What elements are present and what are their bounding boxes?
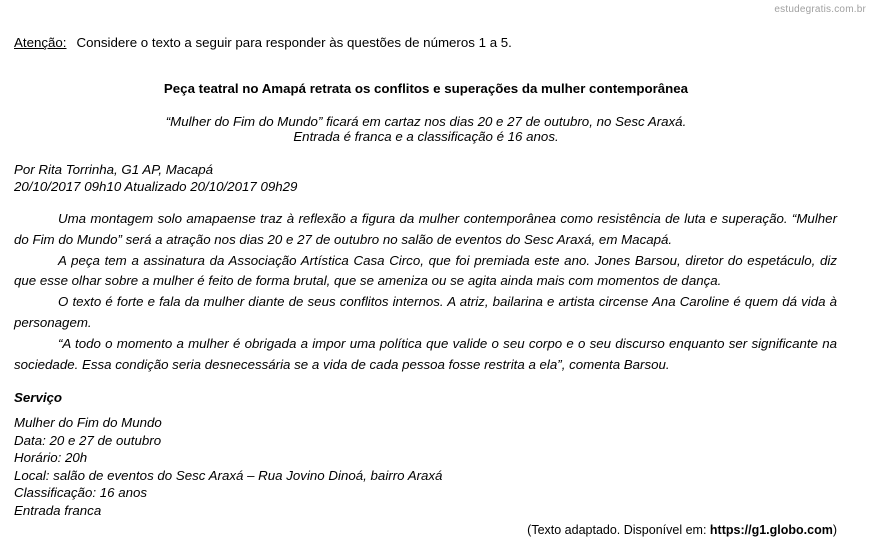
attention-text: Considere o texto a seguir para responder às questões de números 1 a 5. <box>76 35 512 50</box>
servico-line: Entrada franca <box>14 502 102 518</box>
paragraph-3: O texto é forte e fala da mulher diante de seus conflitos internos. A atriz, bailarina e artista circense Ana Caroline é quem dá vida à personagem. <box>14 294 837 330</box>
servico-heading: Serviço <box>14 390 63 405</box>
article-body <box>14 209 837 375</box>
site-watermark: estudegratis.com.br <box>774 4 866 15</box>
article-byline <box>14 161 297 195</box>
servico-line: Data: 20 e 27 de outubro <box>14 432 162 448</box>
source-prefix: (Texto adaptado. Disponível em: <box>527 523 710 537</box>
source-suffix: ) <box>832 523 837 537</box>
source-link[interactable]: https://g1.globo.com <box>709 523 833 537</box>
article-title: Peça teatral no Amapá retrata os conflitos e superações da mulher contemporânea <box>163 81 689 96</box>
paragraph-4: “A todo o momento a mulher é obrigada a impor uma política que valide o seu corpo e o seu discurso enquanto ser significante na sociedade. Essa condição seria desnecessária se a vida de cada pessoa fosse restrita a ela”, comenta Barsou. <box>14 335 837 372</box>
source-citation <box>527 523 837 537</box>
paragraph-2: A peça tem a assinatura da Associação Artística Casa Circo, que foi premiada este ano. Jones Barsou, diretor do espetáculo, diz que esse olhar sobre a mulher é feito de forma brutal, que se ameniza ou se agita ainda mais com momentos de dança. <box>14 252 837 289</box>
subtitle-line-1: “Mulher do Fim do Mundo” ficará em cartaz nos dias 20 e 27 de outubro, no Sesc Araxá. <box>165 114 687 129</box>
servico-line: Local: salão de eventos do Sesc Araxá – Rua Jovino Dinoá, bairro Araxá <box>14 467 443 483</box>
byline-date: 20/10/2017 09h10 Atualizado 20/10/2017 09h29 <box>14 179 298 194</box>
paragraph-1: Uma montagem solo amapaense traz à reflexão a figura da mulher contemporânea como resistência de luta e superação. “Mulher do Fim do Mundo” será a atração nos dias 20 e 27 de outubro no salão de eventos do Sesc Araxá, em Macapá. <box>14 211 837 247</box>
servico-line: Horário: 20h <box>14 450 88 466</box>
byline-author: Por Rita Torrinha, G1 AP, Macapá <box>14 162 214 177</box>
subtitle-line-2: Entrada é franca e a classificação é 16 anos. <box>293 129 559 144</box>
attention-note <box>14 35 512 50</box>
servico-line: Classificação: 16 anos <box>14 485 148 501</box>
servico-line: Mulher do Fim do Mundo <box>14 415 162 430</box>
article-subtitle <box>0 114 852 144</box>
attention-label: Atenção: <box>14 35 67 50</box>
servico-list <box>14 414 442 520</box>
